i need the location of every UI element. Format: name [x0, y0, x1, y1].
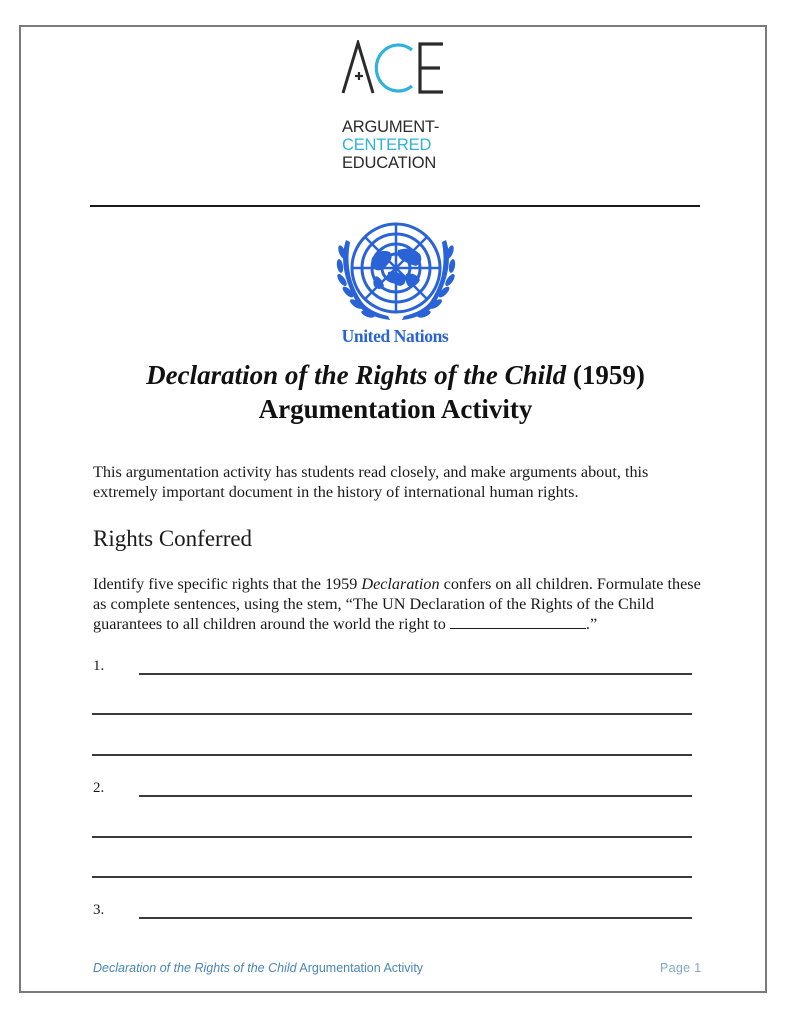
title-italic: Declaration of the Rights of the Child: [146, 360, 567, 390]
ace-word-centered: CENTERED: [342, 136, 432, 154]
answer-1-line-2[interactable]: [92, 713, 692, 715]
footer-title-plain: Argumentation Activity: [296, 961, 424, 975]
answer-2-line-3[interactable]: [92, 876, 692, 878]
section-heading: Rights Conferred: [93, 526, 253, 551]
answer-1-line-3[interactable]: [92, 754, 692, 756]
footer-title-italic: Declaration of the Rights of the Child: [93, 961, 297, 975]
header-separator: [90, 205, 700, 207]
instructions-part-1: Identify five specific rights that the 1959: [93, 575, 362, 593]
ace-wordmark: [342, 118, 457, 172]
answer-number-1: 1.: [93, 658, 105, 674]
title-line-2: Argumentation Activity: [258, 394, 533, 424]
document-title: [60, 358, 731, 426]
ace-logo: [330, 40, 460, 175]
stem-blank: [450, 614, 586, 629]
answer-number-3: 3.: [93, 902, 105, 918]
answer-number-2: 2.: [93, 780, 105, 796]
answer-3-line-1[interactable]: [139, 917, 692, 919]
ace-word-education: EDUCATION: [342, 154, 437, 172]
footer-title: [93, 961, 423, 975]
instructions-paragraph: [93, 574, 713, 634]
un-name-label: United Nations: [341, 326, 449, 346]
instructions-part-2: confers on all children. Formulate these as complete sentences, using the stem, “The UN Declaration of the Rights of the Child guarantees to all children around the world the right to: [93, 575, 701, 633]
ace-word-argument: ARGUMENT-: [342, 118, 440, 136]
intro-paragraph: This argumentation activity has students read closely, and make arguments about, this extremely important document in the history of international human rights.: [93, 463, 649, 501]
title-year: (1959): [566, 360, 645, 390]
answer-2-line-2[interactable]: [92, 836, 692, 838]
title-line-1: [60, 358, 731, 392]
page-number: Page 1: [660, 961, 702, 975]
un-emblem-icon: [332, 220, 460, 325]
ace-letters-icon: [340, 40, 450, 95]
instructions-italic: Declaration: [361, 575, 440, 593]
answer-2-line-1[interactable]: [139, 795, 692, 797]
instructions-end: .”: [585, 615, 598, 633]
answer-1-line-1[interactable]: [139, 673, 692, 675]
